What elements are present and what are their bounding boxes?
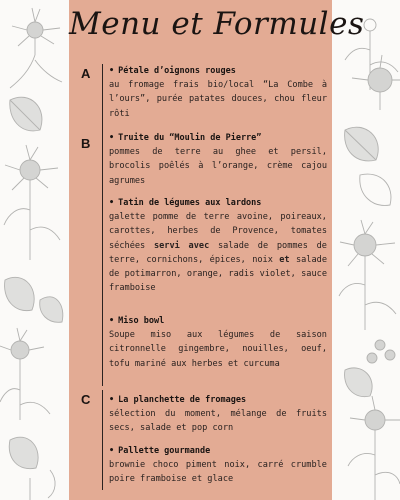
menu-item: [109, 196, 327, 296]
flower-left-top-icon: [10, 8, 62, 88]
menu-item: [109, 64, 327, 121]
flower-left-mid-icon: [4, 145, 60, 260]
flower-left-bottom-icon: [9, 437, 55, 500]
bullet-icon: •: [109, 446, 115, 456]
section-divider-b: [102, 128, 103, 386]
desc-part: galette pomme de terre avoine, poireaux, carottes, herbes de Provence, tomates séchées: [109, 212, 327, 251]
section-letter-b: B: [81, 136, 91, 151]
desc-part-bold: servi avec: [153, 240, 210, 251]
menu-item-name: [109, 444, 327, 458]
menu-item-name: [109, 64, 327, 78]
menu-item-title: Truite du “Moulin de Pierre”: [118, 133, 262, 143]
menu-item-name: [109, 131, 327, 145]
bullet-icon: •: [109, 316, 115, 326]
bullet-icon: •: [109, 66, 115, 76]
menu-item-name: [109, 393, 327, 407]
bullet-icon: •: [109, 198, 115, 208]
desc-part: salade de potimarron, orange, radis violet, sauce framboise: [109, 254, 327, 294]
flower-right-mid-icon: [339, 220, 396, 330]
menu-item: [109, 444, 327, 487]
menu-item-title: La planchette de fromages: [118, 395, 247, 405]
menu-item-description: [109, 210, 327, 296]
leaf-right-icon: [345, 127, 391, 205]
desc-part: salade de pommes de terre, cornichons, épices, noix: [109, 240, 327, 265]
menu-item-description: sélection du moment, mélange de fruits secs, salade et pop corn: [109, 409, 327, 434]
menu-item-description: brownie choco piment noix, carré crumble poire framboise et glace: [109, 460, 327, 485]
page-title: Menu et Formules: [69, 6, 365, 42]
bullet-icon: •: [109, 395, 115, 405]
section-divider-c: [102, 390, 103, 490]
menu-item: [109, 131, 327, 188]
flower-right-bottom-icon: [348, 396, 400, 500]
menu-item-description: Soupe miso aux légumes de saison citronnelle gingembre, nouilles, oeuf, tofu mariné aux herbes et curcuma: [109, 330, 327, 369]
section-divider-a: [102, 64, 103, 128]
menu-item-description: au fromage frais bio/local “La Combe à l’ours”, purée patates douces, chou fleur rôti: [109, 80, 327, 119]
menu-item: [109, 314, 327, 371]
berry-right-icon: [345, 340, 395, 397]
menu-panel: [69, 0, 365, 500]
leaf-cluster-left-icon: [0, 277, 63, 420]
menu-item: [109, 393, 327, 436]
menu-item-description: pommes de terre au ghee et persil, brocolis poêlés à l’orange, crème cajou agrumes: [109, 147, 327, 186]
section-letter-c: C: [81, 392, 91, 407]
leaf-left-icon: [10, 97, 42, 131]
desc-part-bold: et: [279, 254, 290, 265]
menu-item-title: Miso bowl: [118, 316, 165, 326]
section-letter-a: A: [81, 66, 91, 81]
menu-item-title: Pétale d’oignons rouges: [118, 66, 236, 76]
menu-item-name: [109, 196, 327, 210]
menu-item-title: Tatin de légumes aux lardons: [118, 198, 262, 208]
bullet-icon: •: [109, 133, 115, 143]
menu-item-title: Pallette gourmande: [118, 446, 211, 456]
menu-item-name: [109, 314, 327, 328]
